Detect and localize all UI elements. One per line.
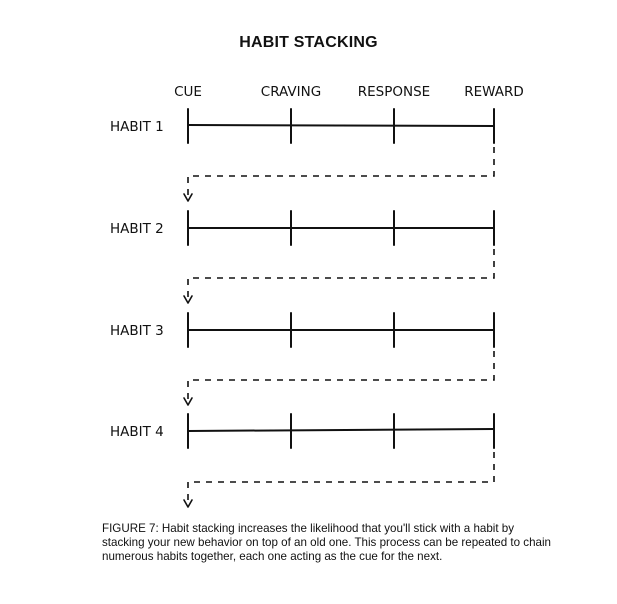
habit-label-habit-3: HABIT 3 xyxy=(110,323,164,339)
arrow-down-icon xyxy=(184,398,192,405)
arrow-down-icon xyxy=(184,500,192,507)
arrow-down-icon xyxy=(184,194,192,201)
stage-label-cue: CUE xyxy=(174,84,202,100)
cue-connector xyxy=(184,249,494,303)
habit-timeline-line xyxy=(188,125,494,126)
habit-label-habit-1: HABIT 1 xyxy=(110,119,164,135)
dashed-connector-line xyxy=(188,452,494,506)
dashed-connector-line xyxy=(188,147,494,200)
habit-row xyxy=(110,313,494,347)
habit-timeline-line xyxy=(188,429,494,431)
stage-label-reward: REWARD xyxy=(464,84,524,100)
habit-label-habit-2: HABIT 2 xyxy=(110,221,164,237)
habit-row xyxy=(110,109,494,143)
stage-label-response: RESPONSE xyxy=(357,84,431,100)
figure-title: HABIT STACKING xyxy=(239,34,378,51)
cue-connector xyxy=(184,351,494,405)
habit-connectors xyxy=(184,147,494,507)
habit-row xyxy=(110,211,494,245)
stage-labels xyxy=(174,84,524,100)
habit-row xyxy=(110,414,494,448)
figure-caption: FIGURE 7: Habit stacking increases the likelihood that you'll stick with a habit by stacking your new behavior on top of an old one. This process can be repeated to chain numerous habits together, each one acting as the cue for the next. xyxy=(102,522,552,563)
stage-label-craving: CRAVING xyxy=(260,84,322,100)
dashed-connector-line xyxy=(188,351,494,404)
habit-label-habit-4: HABIT 4 xyxy=(110,424,164,440)
dashed-connector-line xyxy=(188,249,494,302)
cue-connector xyxy=(184,147,494,201)
cue-connector xyxy=(184,452,494,507)
arrow-down-icon xyxy=(184,296,192,303)
